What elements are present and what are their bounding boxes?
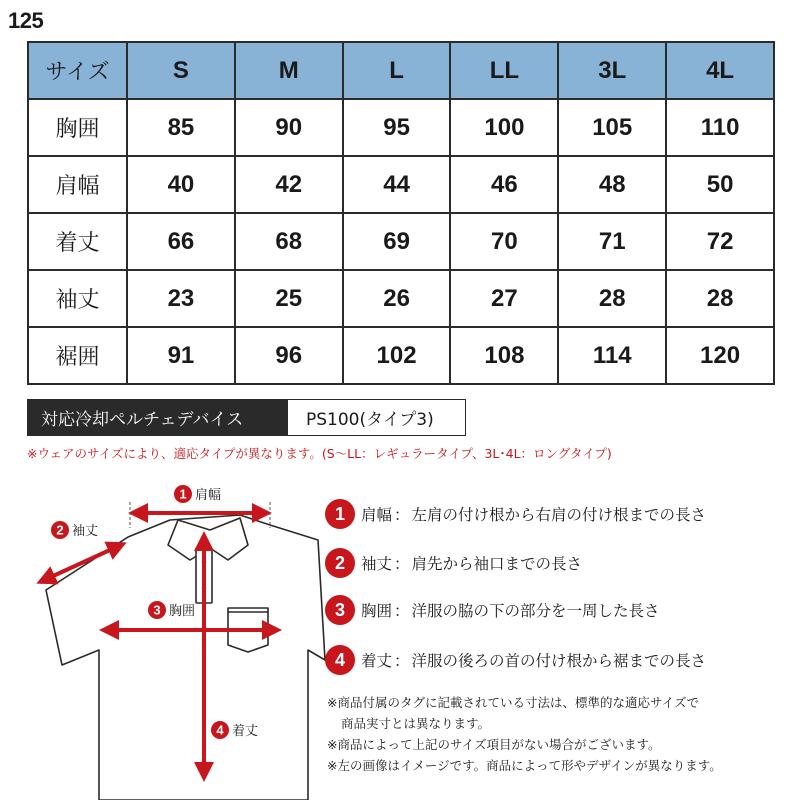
- legend-number: 2: [325, 548, 355, 578]
- table-cell: 23: [127, 270, 235, 327]
- legend-description: 洋服の後ろの首の付け根から裾までの長さ: [411, 652, 707, 670]
- table-cell: 26: [343, 270, 451, 327]
- svg-text:胸囲: 胸囲: [169, 604, 196, 619]
- table-cell: 95: [343, 99, 451, 156]
- table-row: [28, 327, 774, 384]
- legend-separator: ：: [394, 555, 410, 573]
- table-cell: 27: [450, 270, 558, 327]
- svg-text:4: 4: [216, 722, 224, 738]
- shirt-diagram: [0, 470, 330, 800]
- legend-name: 袖丈: [361, 555, 393, 573]
- legend-name: 着丈: [361, 652, 393, 670]
- table-cell: 44: [343, 156, 451, 213]
- note-line: ※商品付属のタグに記載されている寸法は、標準的な適応サイズで: [327, 695, 699, 710]
- legend-name: 肩幅: [361, 506, 393, 524]
- svg-text:3: 3: [153, 602, 161, 618]
- size-header-cell: 4L: [666, 42, 774, 99]
- svg-text:肩幅: 肩幅: [195, 488, 222, 503]
- table-cell: 105: [558, 99, 666, 156]
- svg-text:着丈: 着丈: [232, 724, 259, 739]
- shirt-outline: [46, 515, 325, 800]
- legend-description: 左肩の付け根から右肩の付け根までの長さ: [411, 506, 707, 524]
- table-cell: 46: [450, 156, 558, 213]
- legend-item: [325, 499, 706, 529]
- size-header-label: サイズ: [28, 42, 127, 99]
- table-cell: 28: [666, 270, 774, 327]
- row-label: 胸囲: [28, 99, 127, 156]
- table-cell: 68: [235, 213, 343, 270]
- note-line: ※商品によって上記のサイズ項目がない場合がございます。: [327, 737, 661, 752]
- device-value: PS100(タイプ3): [287, 399, 466, 436]
- table-cell: 90: [235, 99, 343, 156]
- table-row: [28, 270, 774, 327]
- size-header-cell: 3L: [558, 42, 666, 99]
- table-cell: 100: [450, 99, 558, 156]
- size-table: [27, 41, 775, 385]
- marker-sleeve: [51, 521, 98, 539]
- marker-chest: [148, 601, 195, 619]
- note-line: ※左の画像はイメージです。商品によって形やデザインが異なります。: [327, 758, 722, 773]
- table-cell: 72: [666, 213, 774, 270]
- table-cell: 69: [343, 213, 451, 270]
- size-header-cell: L: [343, 42, 451, 99]
- table-cell: 85: [127, 99, 235, 156]
- legend-description: 肩先から袖口までの長さ: [411, 555, 583, 573]
- table-cell: 28: [558, 270, 666, 327]
- legend-item: [325, 548, 582, 578]
- table-cell: 70: [450, 213, 558, 270]
- table-cell: 108: [450, 327, 558, 384]
- svg-text:1: 1: [179, 486, 187, 502]
- row-label: 肩幅: [28, 156, 127, 213]
- legend-separator: ：: [394, 602, 410, 620]
- page-number: 125: [8, 8, 44, 33]
- table-row: [28, 99, 774, 156]
- table-cell: 66: [127, 213, 235, 270]
- table-cell: 48: [558, 156, 666, 213]
- table-cell: 102: [343, 327, 451, 384]
- size-header-cell: M: [235, 42, 343, 99]
- legend-separator: ：: [394, 506, 410, 524]
- marker-length: [211, 721, 258, 739]
- legend-number: 3: [325, 595, 355, 625]
- svg-text:袖丈: 袖丈: [72, 524, 99, 539]
- marker-shoulder: [174, 485, 221, 503]
- legend-item: [325, 595, 660, 625]
- table-cell: 50: [666, 156, 774, 213]
- table-cell: 42: [235, 156, 343, 213]
- table-cell: 40: [127, 156, 235, 213]
- notes: [327, 692, 722, 776]
- table-cell: 25: [235, 270, 343, 327]
- size-header-cell: LL: [450, 42, 558, 99]
- device-box: [27, 399, 466, 436]
- size-header-cell: S: [127, 42, 235, 99]
- table-row: [28, 156, 774, 213]
- table-cell: 91: [127, 327, 235, 384]
- table-row: [28, 213, 774, 270]
- table-cell: 114: [558, 327, 666, 384]
- legend-item: [325, 645, 706, 675]
- svg-text:2: 2: [56, 522, 64, 538]
- row-label: 裾囲: [28, 327, 127, 384]
- table-cell: 110: [666, 99, 774, 156]
- legend-description: 洋服の脇の下の部分を一周した長さ: [411, 602, 660, 620]
- legend-name: 胸囲: [361, 602, 393, 620]
- type-warning: ※ウェアのサイズにより、適応タイプが異なります。(S〜LL：レギュラータイプ、3L･4L：ロングタイプ): [27, 446, 612, 461]
- legend-separator: ：: [394, 652, 410, 670]
- note-line: 商品実寸とは異なります。: [341, 716, 491, 731]
- row-label: 袖丈: [28, 270, 127, 327]
- table-cell: 120: [666, 327, 774, 384]
- device-label: 対応冷却ペルチェデバイス: [27, 399, 287, 436]
- table-cell: 71: [558, 213, 666, 270]
- legend-number: 4: [325, 645, 355, 675]
- legend-number: 1: [325, 499, 355, 529]
- row-label: 着丈: [28, 213, 127, 270]
- size-header-row: [28, 42, 774, 99]
- table-cell: 96: [235, 327, 343, 384]
